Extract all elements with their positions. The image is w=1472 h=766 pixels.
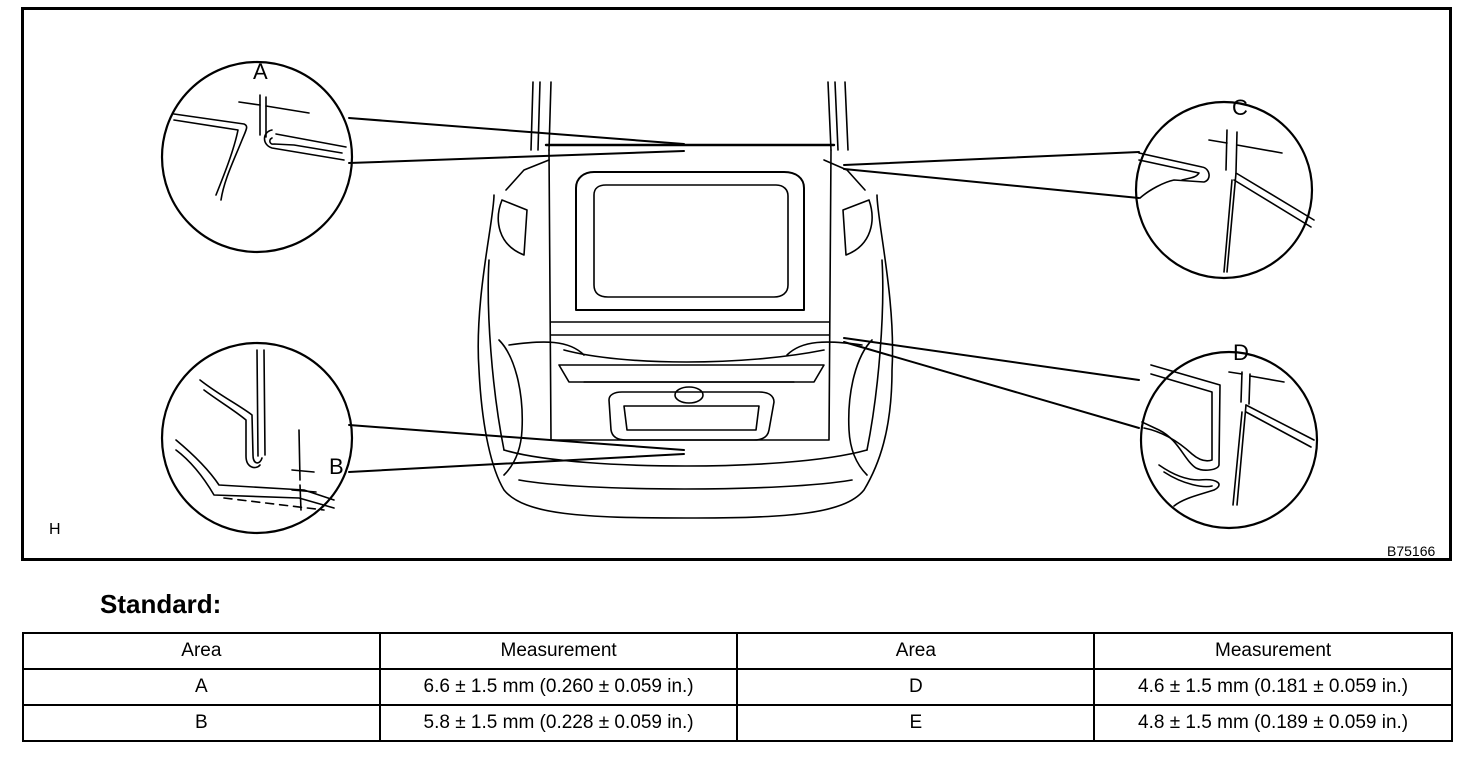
table-row [23,705,1452,741]
header-measurement: Measurement [1094,633,1452,669]
diagram-frame [21,7,1452,561]
measurement-cell: 4.8 ± 1.5 mm (0.189 ± 0.059 in.) [1094,705,1452,741]
callout-d: D [1233,340,1249,365]
callout-c: C [1232,95,1248,120]
table-header-row [23,633,1452,669]
area-cell: D [737,669,1094,705]
measurement-cell: 6.6 ± 1.5 mm (0.260 ± 0.059 in.) [380,669,738,705]
standard-table [22,632,1453,742]
header-area: Area [23,633,380,669]
measurement-cell: 4.6 ± 1.5 mm (0.181 ± 0.059 in.) [1094,669,1452,705]
corner-label: H [49,521,61,538]
car-body [478,82,892,518]
standard-heading: Standard: [100,589,222,619]
callout-a: A [253,59,268,84]
area-cell: B [23,705,380,741]
table-row [23,669,1452,705]
measurement-cell: 5.8 ± 1.5 mm (0.228 ± 0.059 in.) [380,705,738,741]
area-cell: A [23,669,380,705]
detail-c [1136,102,1314,278]
header-measurement: Measurement [380,633,738,669]
detail-d [1141,352,1317,528]
detail-b [162,343,352,533]
callout-b: B [329,454,344,479]
detail-a [162,59,352,252]
area-cell: E [737,705,1094,741]
figure-code: B75166 [1387,543,1436,559]
header-area: Area [737,633,1094,669]
vehicle-rear-illustration [24,10,1449,558]
